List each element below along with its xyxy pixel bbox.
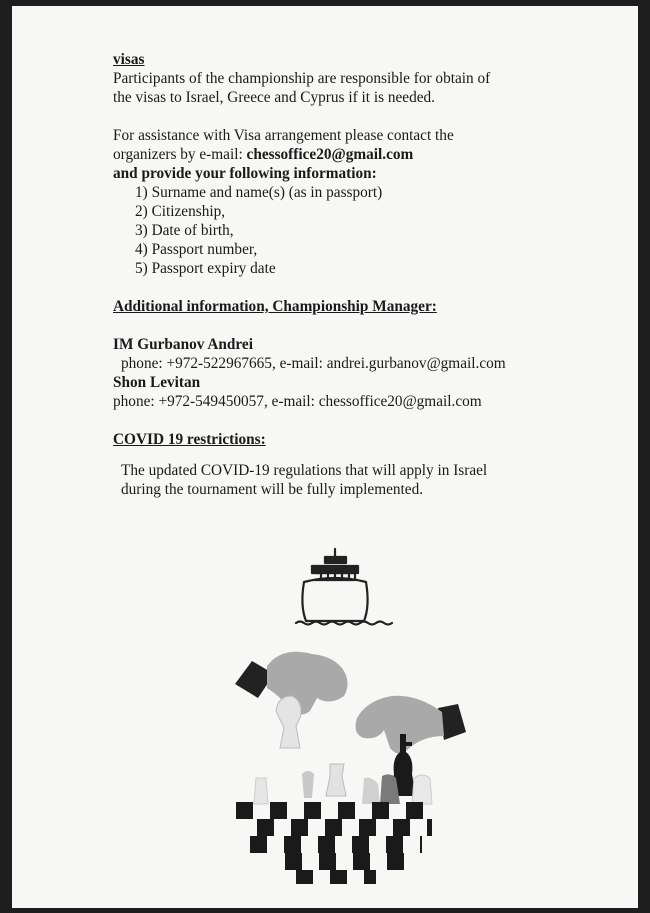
list-item: 2) Citizenship, [135, 203, 226, 220]
covid-heading: COVID 19 restrictions: [113, 431, 266, 448]
board-square [372, 802, 389, 819]
assistance-line-1: For assistance with Visa arrangement please contact the [113, 127, 454, 144]
board-square [338, 802, 355, 819]
document-page [12, 6, 638, 908]
contact-details: phone: +972-549450057, e-mail: chessoffice20@gmail.com [113, 393, 482, 410]
list-item: 5) Passport expiry date [135, 260, 276, 277]
visas-heading: visas [113, 51, 145, 68]
board-square [325, 819, 342, 836]
board-square [304, 802, 321, 819]
board-square [257, 819, 274, 836]
visas-text-line-2: the visas to Israel, Greece and Cyprus if it is needed. [113, 89, 435, 106]
covid-text-line-1: The updated COVID-19 regulations that will apply in Israel [121, 462, 488, 479]
board-square [359, 819, 376, 836]
contact-details: phone: +972-522967665, e-mail: andrei.gurbanov@gmail.com [121, 355, 506, 372]
board-square [236, 802, 253, 819]
chess-hands-board-icon [235, 652, 466, 884]
illustrations-layer [12, 6, 638, 908]
board-square [319, 853, 336, 870]
organizer-email: chessoffice20@gmail.com [246, 146, 414, 163]
contact-name: Shon Levitan [113, 374, 201, 391]
board-square [318, 836, 335, 853]
board-square [353, 853, 370, 870]
visas-text-line-1: Participants of the championship are responsible for obtain of [113, 70, 491, 87]
board-square [427, 819, 432, 836]
covid-text-line-2: during the tournament will be fully implemented. [121, 481, 424, 498]
additional-info-heading: Additional information, Championship Manager: [113, 298, 437, 315]
contact-name: IM Gurbanov Andrei [113, 336, 253, 353]
cruise-ship-icon [296, 549, 392, 625]
board-square [393, 819, 410, 836]
board-square [285, 853, 302, 870]
assistance-line-2-prefix: organizers by e-mail: [113, 146, 247, 163]
board-square [250, 836, 267, 853]
board-square [406, 802, 423, 819]
board-square [386, 836, 403, 853]
list-item: 4) Passport number, [135, 241, 258, 258]
board-square [330, 870, 347, 884]
board-square [270, 802, 287, 819]
board-square [296, 870, 313, 884]
board-square [284, 836, 301, 853]
board-square [387, 853, 404, 870]
list-item: 3) Date of birth, [135, 222, 234, 239]
board-square [352, 836, 369, 853]
board-square [364, 870, 376, 884]
assistance-line-3: and provide your following information: [113, 165, 377, 182]
board-square [291, 819, 308, 836]
board-square [420, 836, 422, 853]
list-item: 1) Surname and name(s) (as in passport) [135, 184, 383, 201]
